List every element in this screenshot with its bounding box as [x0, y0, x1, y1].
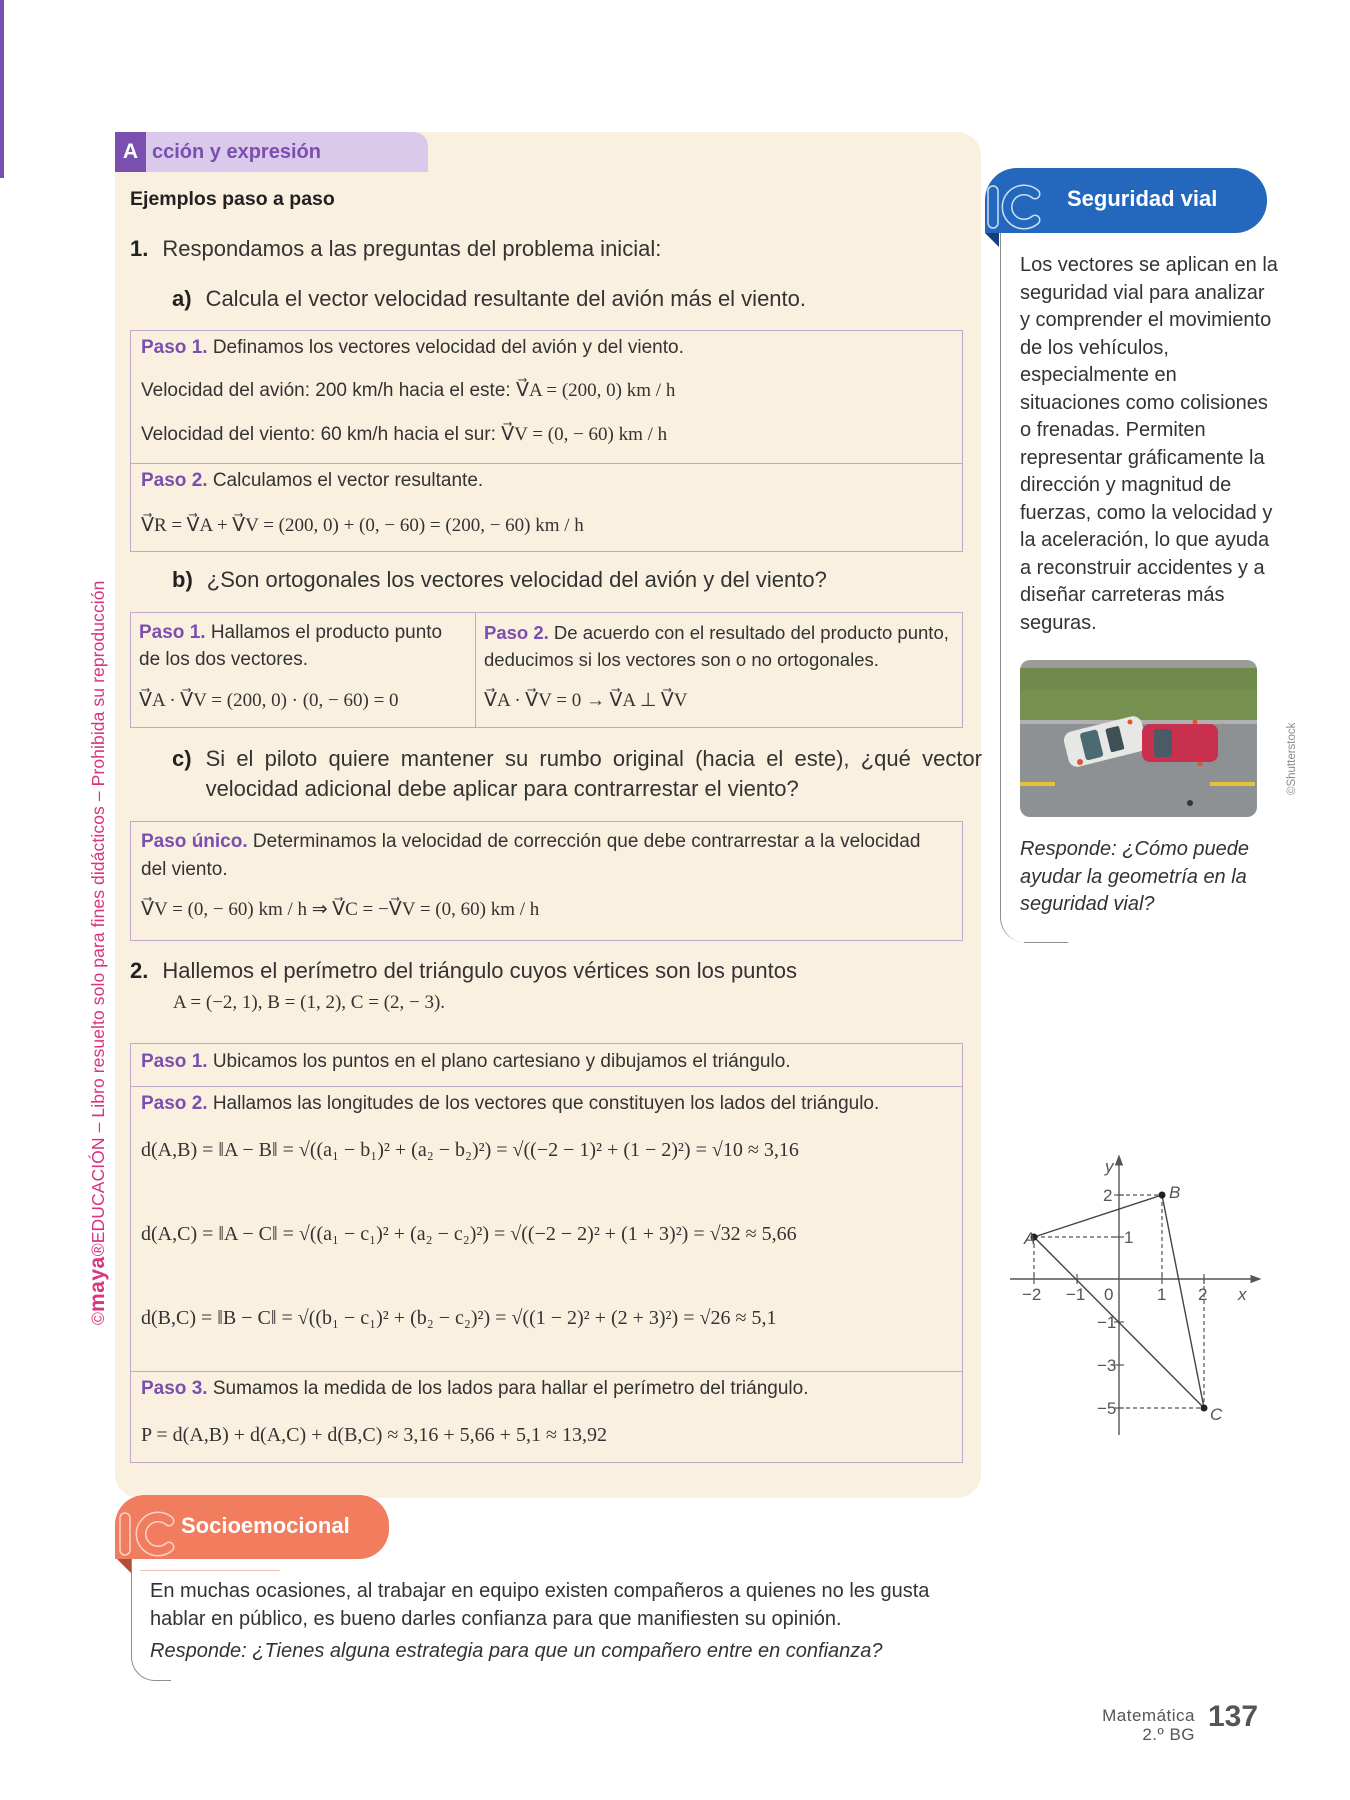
question-a [172, 286, 806, 312]
grade: 2.º BG [1142, 1725, 1195, 1744]
solution-b-step1 [131, 613, 476, 727]
step-text: Calculamos el vector resultante. [207, 470, 484, 491]
solution-2-step2 [131, 1086, 962, 1371]
step-label: Paso 1. [139, 622, 206, 643]
solution-2-step3 [131, 1371, 962, 1462]
socioemotional-body: En muchas ocasiones, al trabajar en equipo existen compañeros a quienes no les gusta hablar en público, es bueno darles confianza para que manifiesten su opinión. [150, 1580, 930, 1630]
watermark-suffix: ®EDUCACIÓN – Libro resuelto solo para fines didácticos – Prohibida su reproducción [88, 580, 108, 1257]
point-c [1201, 1405, 1208, 1412]
resultant-equation: V⃗R = V⃗A + V⃗V = (200, 0) + (0, − 60) = (200, − 60) km / h [141, 515, 584, 536]
subject-name: Matemática [1102, 1706, 1195, 1725]
x-tick: −1 [1066, 1285, 1086, 1304]
road-safety-body: Los vectores se aplican en la seguridad vial para analizar y comprender el movimiento de los vehículos, especialmente en situaciones como colisiones o frenadas. Permiten representar gráficamente la dirección y magnitud de fuerzas, como la velocidad y la aceleración, lo que ayuda a reconstruir accidentes y a diseñar carreteras más seguras. [1020, 254, 1278, 634]
frame-topline [140, 1570, 280, 1571]
socioemotional-question: Responde: ¿Tienes alguna estrategia para que un compañero entre en confianza? [150, 1640, 883, 1662]
header-fold [117, 1559, 131, 1573]
problem2-number: 2. [130, 958, 149, 983]
step-label: Paso único. [141, 831, 248, 852]
problem1-statement [130, 236, 661, 262]
x-tick: −2 [1022, 1285, 1042, 1304]
question-b [172, 567, 827, 593]
road-safety-question: Responde: ¿Cómo puede ayudar la geometría en la seguridad vial? [1020, 838, 1250, 915]
ic-logo-icon [117, 1501, 179, 1557]
section-tab-title: cción y expresión [152, 140, 321, 163]
footer-subject [1075, 1706, 1195, 1744]
step-label: Paso 2. [141, 470, 208, 491]
point-b [1159, 1192, 1166, 1199]
question-c-text: Si el piloto quiere mantener su rumbo original (hacia el este), ¿qué vector velocidad adicional debe aplicar para contrarrestar el viento? [205, 746, 982, 801]
y-tick: 1 [1124, 1228, 1134, 1247]
label-a: A [1024, 1229, 1036, 1248]
viento-text: Velocidad del viento: 60 km/h hacia el sur: [141, 424, 502, 445]
question-b-label: b) [172, 567, 193, 592]
step-label: Paso 1. [141, 1051, 208, 1072]
watermark-brand: maya [86, 1256, 109, 1312]
watermark [86, 495, 116, 1325]
solution-b-box [130, 612, 963, 728]
question-a-text: Calcula el vector velocidad resultante del avión más el viento. [205, 286, 806, 311]
problem1-number: 1. [130, 236, 149, 261]
label-c: C [1210, 1405, 1223, 1424]
section-tab-letter: A [115, 132, 146, 172]
step-label: Paso 2. [484, 622, 549, 643]
correction-equation: V⃗V = (0, − 60) km / h ⇒ V⃗C = −V⃗V = (0, 60) km / h [141, 899, 540, 920]
problem2-statement [130, 958, 797, 984]
solution-2-box [130, 1043, 963, 1463]
step-text: Sumamos la medida de los lados para hallar el perímetro del triángulo. [207, 1378, 809, 1399]
photo-credit: ©Shutterstock [1286, 722, 1298, 795]
orthogonal-equation: V⃗A · V⃗V = 0 → V⃗A ⊥ V⃗V [484, 690, 688, 711]
step-text: Hallamos las longitudes de los vectores que constituyen los lados del triángulo. [207, 1093, 880, 1114]
question-c [172, 744, 982, 804]
perimeter-equation: P = d(A,B) + d(A,C) + d(B,C) ≈ 3,16 + 5,66 + 5,1 ≈ 13,92 [141, 1424, 607, 1446]
distance-bc-equation: d(B,C) = ‖B − C‖ = √((b₁ − c₁)² + (b₂ − c₂)²) = √((1 − 2)² + (2 + 3)²) = √26 ≈ 5,1 [141, 1307, 777, 1329]
step-text: Ubicamos los puntos en el plano cartesiano y dibujamos el triángulo. [207, 1051, 791, 1072]
socioemotional-title: Socioemocional [181, 1513, 350, 1538]
solution-a-step2 [131, 463, 962, 551]
watermark-prefix: © [88, 1312, 108, 1325]
step-label: Paso 2. [141, 1093, 208, 1114]
y-tick: −5 [1097, 1399, 1117, 1418]
road-safety-header [985, 168, 1267, 233]
avion-equation: V⃗A = (200, 0) km / h [515, 380, 676, 401]
x-tick: 2 [1198, 1285, 1208, 1304]
step-text: Determinamos la velocidad de corrección que debe contrarrestar a la velocidad del viento. [141, 831, 921, 880]
question-b-text: ¿Son ortogonales los vectores velocidad del avión y del viento? [206, 567, 827, 592]
step-text: De acuerdo con el resultado del producto punto, deducimos si los vectores son o no ortogonales. [484, 622, 949, 670]
header-fold [985, 233, 999, 247]
solution-a-box [130, 330, 963, 552]
distance-ab-equation: d(A,B) = ‖A − B‖ = √((a₁ − b₁)² + (a₂ − b₂)²) = √((−2 − 1)² + (1 − 2)²) = √10 ≈ 3,16 [141, 1139, 799, 1161]
distance-ac-equation: d(A,C) = ‖A − C‖ = √((a₁ − c₁)² + (a₂ − c₂)²) = √((−2 − 2)² + (1 + 3)²) = √32 ≈ 5,66 [141, 1223, 797, 1245]
label-b: B [1169, 1183, 1181, 1202]
question-c-label: c) [172, 746, 192, 771]
ic-logo-icon [983, 174, 1045, 230]
problem1-text: Respondamos a las preguntas del problema inicial: [162, 236, 662, 261]
car-collision-photo [1020, 660, 1257, 817]
cartesian-plane [1000, 1140, 1280, 1470]
viento-equation: V⃗V = (0, − 60) km / h [501, 424, 668, 445]
solution-b-step2 [476, 613, 962, 727]
step-label: Paso 1. [141, 337, 208, 358]
solution-2-step1 [131, 1044, 962, 1086]
step-text: Hallamos el producto punto de los dos vectores. [139, 622, 443, 670]
section-tab [115, 132, 428, 172]
solution-c-box [130, 821, 963, 941]
solution-a-step1 [131, 331, 962, 463]
x-tick: 1 [1157, 1285, 1167, 1304]
solution-c-step [131, 822, 962, 921]
photo-illustration [1020, 660, 1257, 817]
y-axis-label: y [1105, 1157, 1114, 1176]
step-text: Definamos los vectores velocidad del avión y del viento. [207, 337, 684, 358]
dot-product-equation: V⃗A · V⃗V = (200, 0) · (0, − 60) = 0 [139, 690, 399, 711]
step-label: Paso 3. [141, 1378, 208, 1399]
avion-text: Velocidad del avión: 200 km/h hacia el este: [141, 380, 516, 401]
question-a-label: a) [172, 286, 192, 311]
page-number: 137 [1208, 1700, 1259, 1733]
page-edge-bar [0, 0, 4, 178]
y-tick: −1 [1097, 1313, 1117, 1332]
socioemotional-header [115, 1495, 389, 1559]
problem2-points: A = (−2, 1), B = (1, 2), C = (2, − 3). [173, 992, 446, 1013]
x-axis-label: x [1238, 1285, 1247, 1304]
problem2-text: Hallemos el perímetro del triángulo cuyos vértices son los puntos [162, 958, 797, 983]
x-tick: 0 [1104, 1285, 1114, 1304]
frame-underline [1024, 942, 1068, 943]
road-safety-title: Seguridad vial [1067, 186, 1218, 211]
y-tick: −3 [1097, 1356, 1117, 1375]
y-tick: 2 [1103, 1186, 1113, 1205]
section-heading: Ejemplos paso a paso [130, 188, 335, 210]
